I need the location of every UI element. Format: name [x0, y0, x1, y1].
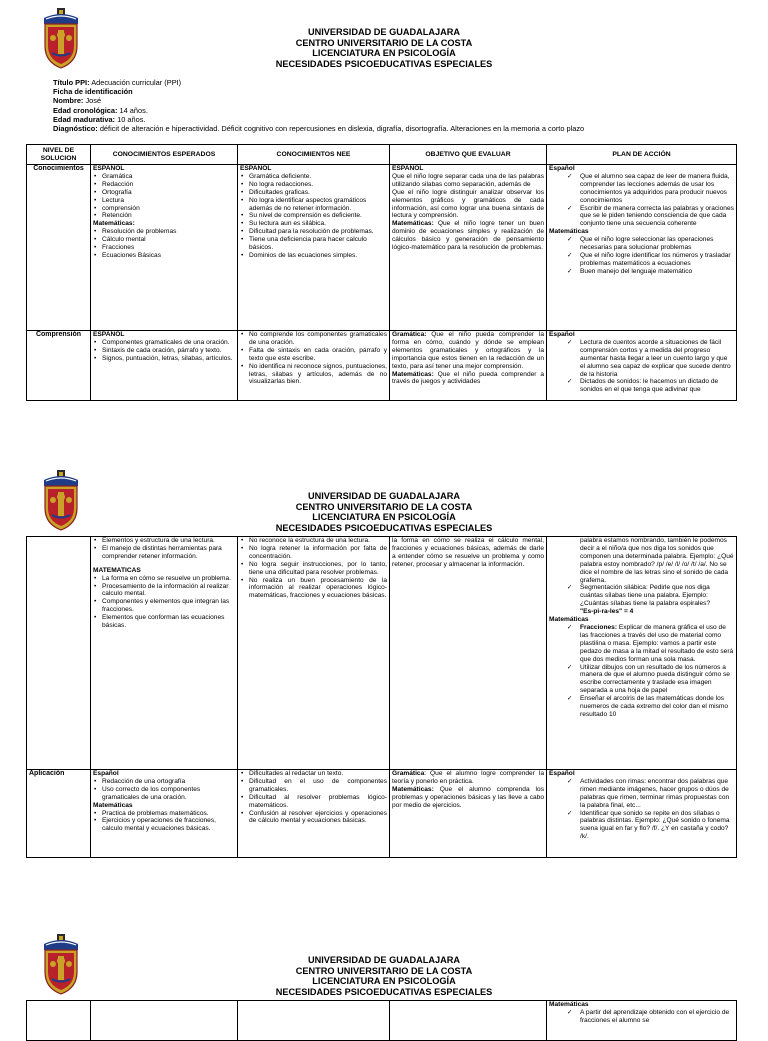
- list-item: • Dominios de las ecuaciones simples.: [249, 252, 387, 260]
- list-item: • Dificultades graficas.: [249, 189, 387, 197]
- table-row-aplicacion: [27, 770, 737, 858]
- list-item: • Su lectura aun es silábica.: [249, 220, 387, 228]
- list-item: • Componentes gramaticales de una oración.: [102, 339, 235, 347]
- list-item: • Confusión al resolver ejercicios y operaciones de cálculo mental y ecuaciones básicas.: [249, 810, 387, 826]
- header-center: CENTRO UNIVERSITARIO DE LA COSTA: [295, 501, 473, 512]
- identification-block: [53, 78, 584, 133]
- list-item: • Tiene una deficiencia para hacer calculo básicos.: [249, 236, 387, 252]
- header-course: NECESIDADES PSICOEDUCATIVAS ESPECIALES: [275, 522, 493, 533]
- ppi-table-page-1: [26, 144, 737, 401]
- list-item: ✓ Buen manejo del lenguaje matemático: [580, 268, 734, 276]
- level-cell: Conocimientos: [27, 165, 91, 331]
- list-item: • No logra seguir instrucciones, por lo tanto, tiene una dificultad para resolver problemas.: [249, 561, 387, 577]
- nee-cell: [238, 331, 390, 401]
- nee-cell: [238, 770, 390, 858]
- page-1: [0, 0, 768, 410]
- list-item: • Retención: [102, 212, 235, 220]
- list-item: • No comprende los componentes gramaticales de una oración.: [249, 331, 387, 347]
- esperados-cell: ESPAÑOL • Gramática • Redacción • Ortografía • Lectura • comprensión • Retención Matemáticas: • Resolución de problemas • Cálculo mental • Fracciones • Ecuaciones Básicas: [91, 165, 238, 331]
- list-item: • Ejercicios y operaciones de fracciones, calculo mental y ecuaciones básicas.: [102, 817, 235, 833]
- list-item: • No reconoce la estructura de una lectura.: [249, 537, 387, 545]
- list-item: • No identifica ni reconoce signos, puntuaciones, letras, silabas y artículos, además de no visualizarlas bien.: [249, 363, 387, 387]
- list-item: • Ortografía: [102, 189, 235, 197]
- list-item: • Ecuaciones Básicas: [102, 252, 235, 260]
- ppi-table-page-2: [26, 536, 737, 858]
- ppi-table-page-3: [26, 1000, 737, 1041]
- col-esperados: CONOCIMIENTOS ESPERADOS: [91, 145, 238, 165]
- plan-cell: Español ✓ Lectura de cuentos acorde a situaciones de fácil comprensión cortos y a medida del progreso aumentar hasta llegar a leer un cuento largo y que el alumno sea capaz de explicar que sucede dentro de la historia ✓ Dictados de sonidos: le hacemos un dictado de sonidos en el que tenga que adivinar que: [547, 331, 737, 401]
- col-plan: PLAN DE ACCIÓN: [547, 145, 737, 165]
- table-header-row: [27, 145, 737, 165]
- list-item: • Gramática deficiente.: [249, 173, 387, 181]
- list-item: • La forma en cómo se resuelve un problema.: [102, 575, 235, 583]
- nee-cell: ESPAÑOL • Gramática deficiente. • No logra redacciones. • Dificultades graficas. • No logra identificar aspectos gramáticos además de no retener información. • Su nivel de comprensión es deficiente. • Su lectura aun es silábica. • Dificultad para la resolución de problemas. • Tiene una deficiencia para hacer calculo básicos. • Dominios de las ecuaciones simples.: [238, 165, 390, 331]
- plan-cell: Español ✓ Actividades con rimas: encontrar dos palabras que rimen mediante imágenes, hacer grupos o dúos de palabras que rimen, terminar rimas propuestas con la palabra final, etc... ✓ Identificar que sonido se repite en dos sílabas o palabras distintas. Ejemplo: ¿Qué sonido o fonema suena igual en far y flo? /f/. ¿Y en castaña y codo? /k/.: [547, 770, 737, 858]
- header-course: NECESIDADES PSICOEDUCATIVAS ESPECIALES: [275, 986, 493, 997]
- esperados-cell: ESPAÑOL • Componentes gramaticales de una oración. • Sintaxis de cada oración, párrafo y texto. • Signos, puntuación, letras, silabas, artículos.: [91, 331, 238, 401]
- header-university: UNIVERSIDAD DE GUADALAJARA: [307, 955, 461, 965]
- nee-list: [240, 173, 387, 260]
- level-cell: Aplicación: [27, 770, 91, 858]
- nee-cell: [238, 537, 390, 770]
- diagnostico-line: Diagnóstico: déficit de alteración e hiperactividad. Déficit cognitivo con repercusiones en dislexia, digrafía, disortografía. Alteraciones en la memoria a corto plazo: [53, 124, 585, 134]
- objetivo-cell: Gramática: Que el niño pueda comprender la forma en cómo, cuándo y dónde se emplean elementos gramaticales y ortográficos y la importancia que estos tienen en la redacción de un texto, para así tener una mejor comprensión. Matemáticas: Que el niño pueda comprender a través de juegos y actividades: [390, 331, 547, 401]
- list-item: • Componentes y elementos que integran las fracciones.: [102, 598, 235, 614]
- list-item: • Redacción de una ortografía: [102, 778, 235, 786]
- header-program: LICENCIATURA EN PSICOLOGÍA: [312, 512, 456, 522]
- header-program: LICENCIATURA EN PSICOLOGÍA: [312, 48, 456, 58]
- list-item: • Procesamiento de la información al realizar calculo mental.: [102, 583, 235, 599]
- list-item: • No logra retener la información por falta de concentración.: [249, 545, 387, 561]
- list-item: • Dificultades al redactar un texto.: [249, 770, 387, 778]
- esperados-cell: Español • Redacción de una ortografía • Uso correcto de los componentes gramaticales de una oración. Matemáticas • Practica de problemas matemáticos. • Ejercicios y operaciones de fracciones, calculo mental y ecuaciones básicas.: [91, 770, 238, 858]
- table-row-comprension-cont: [27, 537, 737, 770]
- list-item: ✓ Actividades con rimas: encontrar dos palabras que rimen mediante imágenes, hacer grupos o dúos de palabras que rimen, terminar rimas propuestas con la palabra final, etc...: [580, 778, 734, 810]
- ficha-line: Ficha de identificación: [53, 87, 133, 97]
- header-center: CENTRO UNIVERSITARIO DE LA COSTA: [295, 37, 473, 48]
- list-item: • Cálculo mental: [102, 236, 235, 244]
- list-item: • Resolución de problemas: [102, 228, 235, 236]
- objetivo-cell: ESPAÑOL Que el niño logre separar cada una de las palabras utilizando silabas como separación, además de Que el niño logre distinguir analizar observar los elementos gráficos y gramáticos de cada información, así como lograr una buena sintaxis de lectura y comprensión. Matemáticas: Que el niño logre tener un buen dominio de ecuaciones simples y realización de cálculos básico y generación de pensamiento lógico-matemático para la resolución de problemas.: [390, 165, 547, 331]
- level-cell: [27, 537, 91, 770]
- list-item: • Lectura: [102, 197, 235, 205]
- list-item: • No logra identificar aspectos gramáticos además de no retener información.: [249, 197, 387, 213]
- list-item: • El manejo de distintas herramientas para comprender retener información.: [102, 545, 235, 561]
- plan-cell: Español ✓ Que el alumno sea capaz de leer de manera fluida, comprender las lecciones además de usar los conocimientos ya adquiridos para producir nuevos conocimientos ✓ Escribir de manera correcta las palabras y oraciones que se le piden teniendo consciencia de que cada conjunto tiene una secuencia coherente Matemáticas ✓ Que el niño logre seleccionar las operaciones necesarias para solucionar problemas ✓ Que el niño logre identificar los números y trasladar problemas matemáticos a ecuaciones ✓ Buen manejo del lenguaje matemático: [547, 165, 737, 331]
- list-item: • Falta de sintaxis en cada oración, párrafo y texto que este escribe.: [249, 347, 387, 363]
- list-item: ✓ Fracciones: Explicar de manera gráfica el uso de las fracciones a través del uso de material como plastilina o masa. Ejemplo: vamos a partir este pedazo de masa a la mitad el resultado de esto será que dos medios forman una sola masa.: [580, 624, 734, 664]
- header-university: UNIVERSIDAD DE GUADALAJARA: [307, 27, 461, 37]
- list-item: • Dificultad en el uso de componentes gramaticales.: [249, 778, 387, 794]
- document-header: [0, 27, 768, 69]
- list-item: • No logra redacciones.: [249, 181, 387, 189]
- list-item: • Dificultad para la resolución de problemas.: [249, 228, 387, 236]
- list-item: • Practica de problemas matemáticos.: [102, 810, 235, 818]
- level-cell: Comprensión: [27, 331, 91, 401]
- list-item: ✓ Enseñar el arcoíris de las matemáticas donde los nuemeros de cada extremo del color dan el mismo resultado 10: [580, 695, 734, 719]
- list-item: • Elementos y estructura de una lectura.: [102, 537, 235, 545]
- document-header: [0, 491, 768, 533]
- list-item: ✓ Que el alumno sea capaz de leer de manera fluida, comprender las lecciones además de usar los conocimientos ya adquiridos para producir nuevos conocimientos: [580, 173, 734, 205]
- list-item: ✓ Escribir de manera correcta las palabras y oraciones que se le piden teniendo consciencia de que cada conjunto tiene una secuencia coherente: [580, 205, 734, 229]
- list-item: • No realiza un buen procesamiento de la información al realizar operaciones lógico-matemáticas, fracciones y ecuaciones básicas.: [249, 577, 387, 601]
- list-item: • Uso correcto de los componentes gramaticales de una oración.: [102, 786, 235, 802]
- list-item: • Dificultad al resolver problemas lógico-matemáticos.: [249, 794, 387, 810]
- list-item: • Redacción: [102, 181, 235, 189]
- list-item: ✓ Lectura de cuentos acorde a situaciones de fácil comprensión cortos y a medida del progreso aumentar hasta llegar a leer un cuento largo y que el alumno sea capaz de explicar que sucede dentro de la historia: [580, 339, 734, 379]
- plan-list-math: [549, 236, 734, 276]
- list-item: • Su nivel de comprensión es deficiente.: [249, 212, 387, 220]
- list-item: • Gramática: [102, 173, 235, 181]
- header-course: NECESIDADES PSICOEDUCATIVAS ESPECIALES: [275, 58, 493, 69]
- list-item: • comprensión: [102, 205, 235, 213]
- header-university: UNIVERSIDAD DE GUADALAJARA: [307, 491, 461, 501]
- esperados-list-math: [93, 228, 235, 260]
- col-nivel: NIVEL DE SOLUCION: [27, 145, 91, 165]
- list-item: ✓ Que el niño logre identificar los números y trasladar problemas matemáticos a ecuaciones: [580, 252, 734, 268]
- col-nee: CONOCIMIENTOS NEE: [238, 145, 390, 165]
- list-item: ✓ Segmentación silábica: Pedirle que nos diga cuántas sílabas tiene una palabra. Ejemplo: ¿Cuántas sílabas tiene la palabra espirales?: [580, 584, 734, 608]
- header-center: CENTRO UNIVERSITARIO DE LA COSTA: [295, 965, 473, 976]
- list-item: • Elementos que conforman las ecuaciones básicas.: [102, 614, 235, 630]
- header-program: LICENCIATURA EN PSICOLOGÍA: [312, 976, 456, 986]
- list-item: ✓ Identificar que sonido se repite en dos sílabas o palabras distintas. Ejemplo: ¿Qué sonido o fonema suena igual en far y flo? /f/. ¿Y en castaña y codo? /k/.: [580, 810, 734, 842]
- list-item: • Signos, puntuación, letras, silabas, artículos.: [102, 355, 235, 363]
- plan-list: [549, 173, 734, 228]
- edad-cronologica-line: Edad cronológica: 14 años.: [53, 105, 148, 115]
- table-row-comprension: [27, 331, 737, 401]
- edad-madurativa-line: Edad madurativa: 10 años.: [53, 114, 146, 124]
- plan-cell: Matemáticas ✓ A partir del aprendizaje obtenido con el ejercicio de fracciones el alumno se: [547, 1001, 737, 1041]
- page-3: [0, 934, 768, 1024]
- nombre-line: Nombre: José: [53, 96, 102, 106]
- esperados-cell: • Elementos y estructura de una lectura. • El manejo de distintas herramientas para comprender retener información. MATEMATICAS • La forma en cómo se resuelve un problema. • Procesamiento de la información al realizar calculo mental. • Componentes y elementos que integran las fracciones. • Elementos que conforman las ecuaciones básicas.: [91, 537, 238, 770]
- page-2: [0, 470, 768, 870]
- plan-cell: palabra estamos nombrando, también le podemos decir a el niño/a que nos diga los sonidos que componen una determinada palabra. Ejemplo: ¿Qué palabra estoy nombrado? /p/ /e/ /l/ /o/ /t/ /a/. No se dice el nombre de las letras sino el sonido de cada grafema. ✓ Segmentación silábica: Pedirle que nos diga cuántas sílabas tiene una palabra. Ejemplo: ¿Cuántas sílabas tiene la palabra espirales? "Es-pi-ra-les" = 4 Matemáticas ✓ Fracciones: Explicar de manera gráfica el uso de las fracciones a través del uso de material como plastilina o masa. Ejemplo: vamos a partir este pedazo de masa a la mitad el resultado de esto será que dos medios forman una sola masa. ✓ Utilizar dibujos con un resultado de los números a manera de que el alumno pueda distinguir cómo se escribe correctamente y traslade esa imagen separada a una hoja de papel ✓ Enseñar el arcoíris de las matemáticas donde los nuemeros de cada extremo del color dan el mismo resultado 10: [547, 537, 737, 770]
- list-item: ✓ Que el niño logre seleccionar las operaciones necesarias para solucionar problemas: [580, 236, 734, 252]
- objetivo-cell: Gramática: Que el alumno logre comprender la teoría y ponerlo en práctica. Matemáticas: Que el alumno comprenda los problemas y operaciones básicas y las lleve a cabo por medio de ejercicios.: [390, 770, 547, 858]
- esperados-list: [93, 173, 235, 220]
- list-item: • Fracciones: [102, 244, 235, 252]
- list-item: ✓ Dictados de sonidos: le hacemos un dictado de sonidos en el que tenga que adivinar que: [580, 378, 734, 394]
- list-item: ✓ A partir del aprendizaje obtenido con el ejercicio de fracciones el alumno se: [580, 1009, 734, 1025]
- table-row-conocimientos: [27, 165, 737, 331]
- list-item: ✓ Utilizar dibujos con un resultado de los números a manera de que el alumno pueda distinguir cómo se escribe correctamente y traslade esa imagen separada a una hoja de papel: [580, 664, 734, 696]
- list-item: • Sintaxis de cada oración, párrafo y texto.: [102, 347, 235, 355]
- document-header: [0, 955, 768, 997]
- titulo-line: Título PPI: Adecuación curricular (PPI): [53, 78, 182, 87]
- objetivo-cell: la forma en cómo se realiza el cálculo mental, fracciones y ecuaciones básicas, además de darle a entender cómo se resuelve un problema y como retener, procesar y almacenar la información.: [390, 537, 547, 770]
- col-objetivo: OBJETIVO QUE EVALUAR: [390, 145, 547, 165]
- table-row: [27, 1001, 737, 1041]
